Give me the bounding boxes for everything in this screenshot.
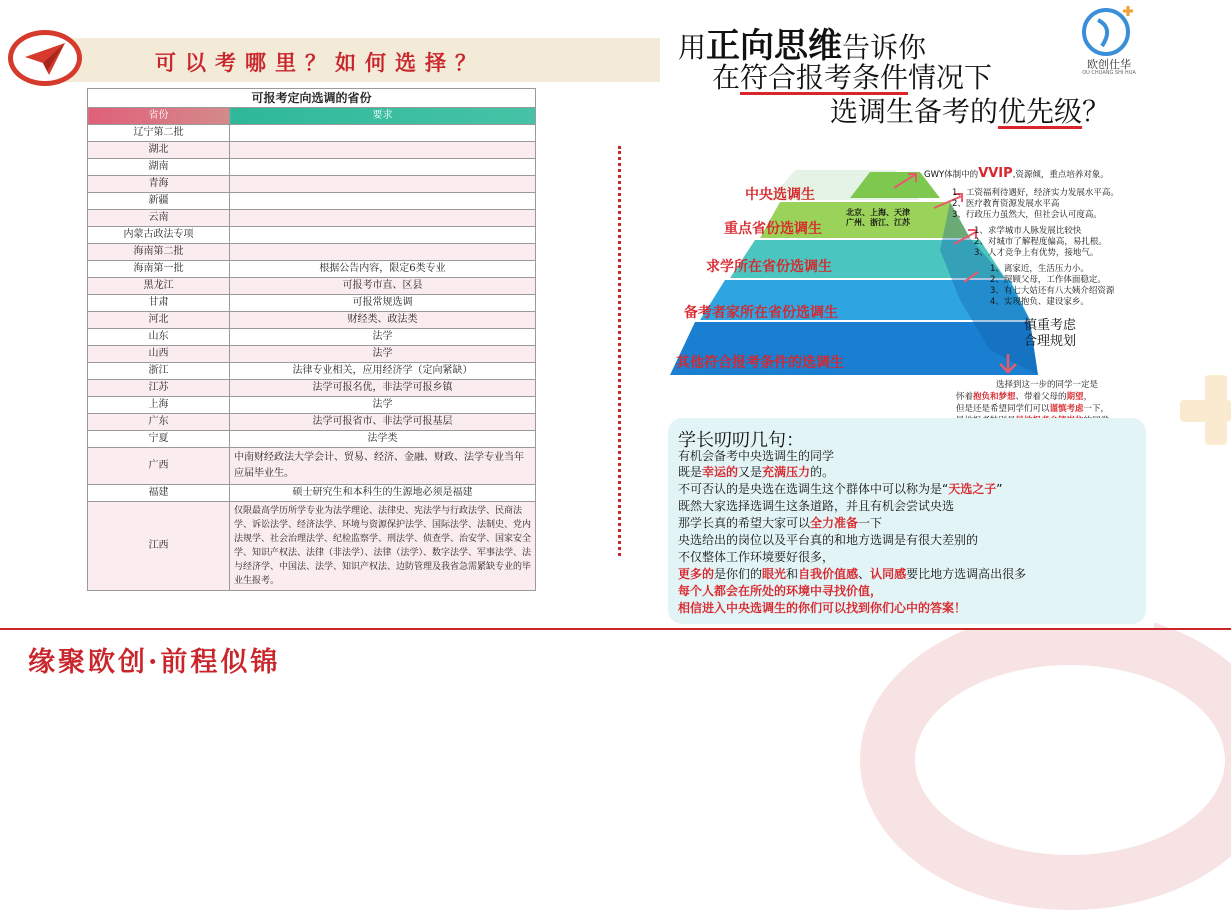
pyramid-label-1: 中央选调生	[745, 187, 815, 203]
pyramid-label-3: 求学所在省份选调生	[706, 259, 832, 275]
pyramid-label-5: 其他符合报考条件的选调生	[676, 355, 844, 371]
down-arrow-icon	[996, 352, 1020, 376]
tips-line-7: 不仅整体工作环境要好很多，	[678, 550, 835, 564]
requirement-cell: 法学可报名优，非法学可报乡镇	[230, 380, 536, 397]
careful-consideration: 慎重考虑 合理规划	[1024, 318, 1077, 349]
dotted-divider	[618, 146, 621, 556]
province-cell: 上海	[88, 397, 230, 414]
tips-line-5: 那学长真的希望大家可以全力准备一下	[678, 516, 883, 530]
key-province-notes: 1、工资福利待遇好，经济实力发展水平高。 2、医疗教育资源发展水平高 3、行政压力虽然大，但社会认可度高。	[952, 188, 1119, 220]
province-cell: 海南第一批	[88, 261, 230, 278]
requirement-cell: 法学	[230, 329, 536, 346]
page-title: 可以考哪里？如何选择？	[155, 50, 485, 75]
province-cell: 江西	[88, 502, 230, 591]
province-cell: 河北	[88, 312, 230, 329]
final-note-3: 但是还是希望同学们可以谨慎考虑一下，	[956, 404, 1110, 414]
table-row	[88, 125, 536, 142]
tips-line-3: 不可否认的是央选在选调生这个群体中可以称为是“天选之子”	[678, 482, 1003, 496]
table-row	[88, 363, 536, 380]
requirement-cell: 法学可报省市、非法学可报基层	[230, 414, 536, 431]
tips-line-6: 央选给出的岗位以及平台真的和地方选调是有很大差别的	[678, 533, 979, 547]
table-row	[88, 485, 536, 502]
province-cell: 青海	[88, 176, 230, 193]
requirement-cell: 法律专业相关，应用经济学（定向紧缺）	[230, 363, 536, 380]
central-note: GWY体制中的VVIP,资源倾，重点培养对象。	[924, 166, 1109, 181]
requirement-cell	[230, 142, 536, 159]
footer-divider	[0, 628, 1231, 630]
table-row	[88, 329, 536, 346]
table-row	[88, 210, 536, 227]
table-row	[88, 502, 536, 591]
requirement-cell: 财经类、政法类	[230, 312, 536, 329]
requirement-cell: 根据公告内容，限定6类专业	[230, 261, 536, 278]
final-note-1: 选择到这一步的同学一定是	[996, 380, 1099, 390]
requirement-cell: 可报考市直、区县	[230, 278, 536, 295]
table-row	[88, 193, 536, 210]
province-cell: 湖南	[88, 159, 230, 176]
requirement-cell	[230, 125, 536, 142]
requirement-cell: 法学类	[230, 431, 536, 448]
pyramid-label-2: 重点省份选调生	[724, 221, 822, 237]
brand-subtitle: OU CHUANG SHI HUA	[1082, 70, 1136, 76]
table-row	[88, 414, 536, 431]
requirement-cell	[230, 244, 536, 261]
table-row	[88, 346, 536, 363]
province-cell: 广东	[88, 414, 230, 431]
headline-line-1: 用正向思维告诉你	[678, 26, 927, 66]
requirement-cell: 仅限最高学历所学专业为法学理论、法律史、宪法学与行政法学、民商法学、诉讼法学、经济法学、环境与资源保护法学、国际法学、法制史、党内法规学、社会治理法学、纪检监察学、刑法学、侦查学、治安学、国家安全学、知识产权法、法律（非法学）、法律（法学）、数字法学、军事法学、法与经济学、中国法、法学、知识产权法、边防管理及我省急需紧缺专业的毕业生报考。	[230, 502, 536, 591]
requirement-cell: 可报常规选调	[230, 295, 536, 312]
paper-plane-logo	[8, 30, 82, 86]
key-province-tag: 北京、上海、天津 广州、浙江、江苏	[846, 208, 910, 227]
tips-line-10: 相信进入中央选调生的你们可以找到你们心中的答案！	[678, 601, 967, 615]
province-cell: 内蒙古政法专项	[88, 227, 230, 244]
background-arc	[860, 610, 1231, 910]
requirement-cell	[230, 210, 536, 227]
province-cell: 辽宁第二批	[88, 125, 230, 142]
province-cell: 新疆	[88, 193, 230, 210]
table-row	[88, 431, 536, 448]
paper-plane-icon	[23, 41, 67, 77]
requirement-cell	[230, 176, 536, 193]
table-row	[88, 312, 536, 329]
brand-logo-icon	[1068, 2, 1148, 62]
requirement-cell: 法学	[230, 397, 536, 414]
arrow-3	[954, 230, 976, 244]
table-row	[88, 380, 536, 397]
province-cell: 黑龙江	[88, 278, 230, 295]
table-row	[88, 227, 536, 244]
province-cell: 福建	[88, 485, 230, 502]
footer-slogan: 缘聚欧创·前程似锦	[28, 647, 281, 678]
province-cell: 山东	[88, 329, 230, 346]
tips-line-4: 既然大家选择选调生这条道路，并且有机会尝试央选	[678, 499, 955, 513]
province-cell: 浙江	[88, 363, 230, 380]
province-cell: 广西	[88, 448, 230, 485]
arrow-4	[964, 272, 978, 282]
province-cell: 宁夏	[88, 431, 230, 448]
background-plus-decoration-vertical	[1205, 375, 1227, 445]
table-row	[88, 244, 536, 261]
table-row	[88, 278, 536, 295]
tips-title: 学长叨叨几句：	[678, 430, 804, 451]
tips-line-1: 有机会备考中央选调生的同学	[678, 449, 835, 463]
table-title: 可报考定向选调的省份	[88, 89, 536, 108]
column-header-requirement: 要求	[230, 108, 536, 125]
study-province-notes: 1、求学城市人脉发展比较快 2、对城市了解程度偏高，易扎根。 3、人才竞争上有优势，接地气。	[974, 226, 1107, 258]
tips-line-9: 每个人都会在所处的环境中寻找价值，	[678, 584, 883, 598]
final-note-2: 怀着抱负和梦想、带着父母的期望，	[956, 392, 1093, 402]
table-row	[88, 295, 536, 312]
home-province-notes: 1、离家近，生活压力小。 2、照顾父母，工作体面稳定。 3、有七大姑还有八大姨介绍资源 4、实现抱负、建设家乡。	[990, 264, 1115, 307]
requirement-cell: 硕士研究生和本科生的生源地必须是福建	[230, 485, 536, 502]
pyramid-label-4: 备考者家所在省份选调生	[684, 305, 838, 321]
province-cell: 山西	[88, 346, 230, 363]
province-table	[87, 88, 536, 591]
table-row	[88, 176, 536, 193]
tips-line-8: 更多的是你们的眼光和自我价值感、认同感要比地方选调高出很多	[678, 567, 1027, 581]
tips-line-2: 既是幸运的又是充满压力的。	[678, 465, 835, 479]
requirement-cell	[230, 193, 536, 210]
province-cell: 湖北	[88, 142, 230, 159]
province-cell: 海南第二批	[88, 244, 230, 261]
table-row	[88, 159, 536, 176]
province-cell: 江苏	[88, 380, 230, 397]
province-cell: 甘肃	[88, 295, 230, 312]
requirement-cell	[230, 159, 536, 176]
requirement-cell	[230, 227, 536, 244]
arrow-1	[894, 174, 916, 188]
requirement-cell: 中南财经政法大学会计、贸易、经济、金融、财政、法学专业当年应届毕业生。	[230, 448, 536, 485]
table-body	[88, 125, 536, 591]
table-row	[88, 397, 536, 414]
table-row	[88, 142, 536, 159]
brand-name: 欧创仕华	[1087, 58, 1131, 71]
headline-line-2: 在符合报考条件情况下	[712, 61, 993, 94]
table-row	[88, 448, 536, 485]
table-row	[88, 261, 536, 278]
column-header-province: 省份	[88, 108, 230, 125]
headline-line-3: 选调生备考的优先级？	[830, 95, 1111, 128]
province-cell: 云南	[88, 210, 230, 227]
requirement-cell: 法学	[230, 346, 536, 363]
